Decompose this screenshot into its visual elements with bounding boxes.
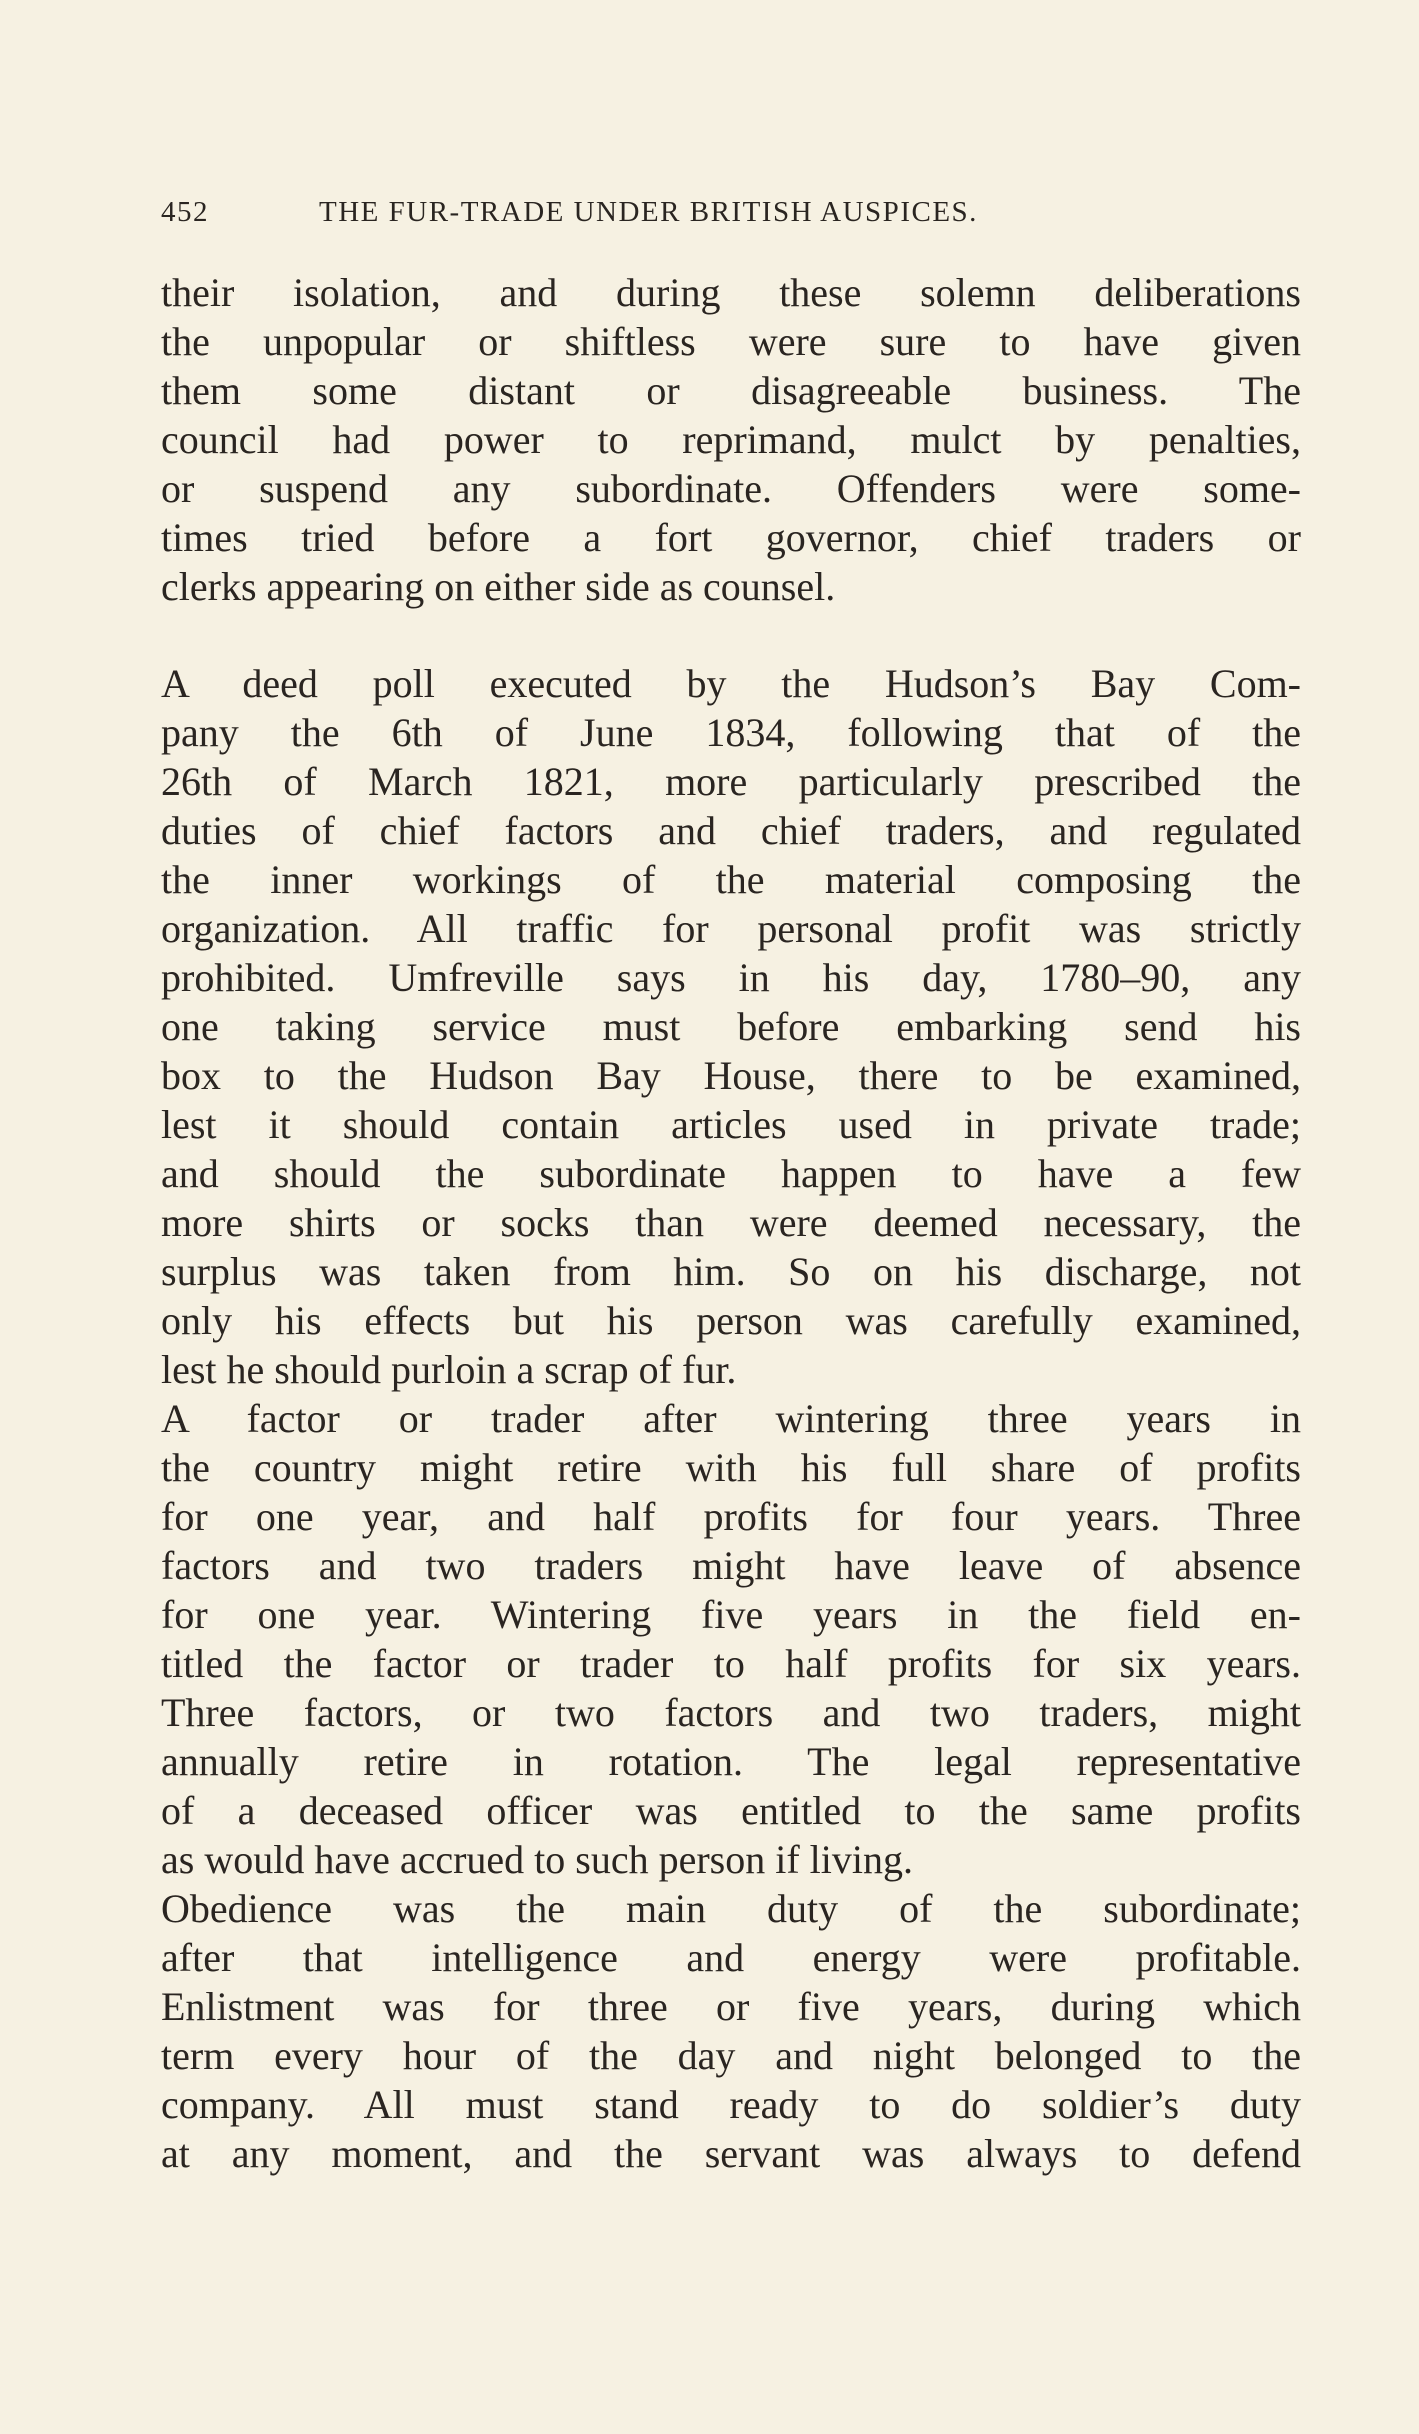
text-line: the inner workings of the material composing the	[161, 857, 1301, 902]
text-line: their isolation, and during these solemn deliberations	[161, 270, 1301, 315]
paragraph-spacer	[161, 611, 1301, 659]
text-line: pany the 6th of June 1834, following that of the	[161, 710, 1301, 755]
text-line: them some distant or disagreeable business. The	[161, 368, 1301, 413]
text-line: or suspend any subordinate. Offenders were some-	[161, 466, 1301, 511]
body-text	[161, 268, 1301, 2178]
text-line: Obedience was the main duty of the subordinate;	[161, 1886, 1301, 1931]
text-line: A deed poll executed by the Hudson’s Bay Com-	[161, 661, 1301, 706]
text-line: Enlistment was for three or five years, during which	[161, 1984, 1301, 2029]
text-line: at any moment, and the servant was always to defend	[161, 2131, 1301, 2176]
running-title: THE FUR-TRADE UNDER BRITISH AUSPICES.	[319, 196, 978, 228]
text-line: one taking service must before embarking send his	[161, 1004, 1301, 1049]
text-line: more shirts or socks than were deemed necessary, the	[161, 1200, 1301, 1245]
text-line: and should the subordinate happen to have a few	[161, 1151, 1301, 1196]
text-line: A factor or trader after wintering three years in	[161, 1396, 1301, 1441]
text-line: organization. All traffic for personal profit was strictly	[161, 906, 1301, 951]
text-line: Three factors, or two factors and two traders, might	[161, 1690, 1301, 1735]
text-line: lest he should purloin a scrap of fur.	[161, 1347, 737, 1392]
text-line: annually retire in rotation. The legal representative	[161, 1739, 1301, 1784]
text-line: for one year, and half profits for four years. Three	[161, 1494, 1301, 1539]
text-line: titled the factor or trader to half profits for six years.	[161, 1641, 1301, 1686]
text-line: 26th of March 1821, more particularly prescribed the	[161, 759, 1301, 804]
text-line: after that intelligence and energy were profitable.	[161, 1935, 1301, 1980]
text-line: term every hour of the day and night belonged to the	[161, 2033, 1301, 2078]
text-line: clerks appearing on either side as counsel.	[161, 564, 836, 609]
text-line: surplus was taken from him. So on his discharge, not	[161, 1249, 1301, 1294]
paragraph-4	[161, 1884, 1301, 2178]
page-number: 452	[161, 196, 209, 228]
text-line: of a deceased officer was entitled to the same profits	[161, 1788, 1301, 1833]
text-line: factors and two traders might have leave of absence	[161, 1543, 1301, 1588]
page-header	[161, 196, 1301, 244]
text-line: as would have accrued to such person if living.	[161, 1837, 914, 1882]
text-line: council had power to reprimand, mulct by penalties,	[161, 417, 1301, 462]
text-line: times tried before a fort governor, chief traders or	[161, 515, 1301, 560]
text-line: prohibited. Umfreville says in his day, 1780–90, any	[161, 955, 1301, 1000]
paragraph-3	[161, 1394, 1301, 1884]
text-line: the country might retire with his full share of profits	[161, 1445, 1301, 1490]
paragraph-1	[161, 268, 1301, 611]
text-line: only his effects but his person was carefully examined,	[161, 1298, 1301, 1343]
text-line: duties of chief factors and chief traders, and regulated	[161, 808, 1301, 853]
text-line: box to the Hudson Bay House, there to be examined,	[161, 1053, 1301, 1098]
text-line: company. All must stand ready to do soldier’s duty	[161, 2082, 1301, 2127]
text-line: lest it should contain articles used in private trade;	[161, 1102, 1301, 1147]
text-line: for one year. Wintering five years in the field en-	[161, 1592, 1301, 1637]
text-line: the unpopular or shiftless were sure to have given	[161, 319, 1301, 364]
paragraph-2	[161, 659, 1301, 1394]
